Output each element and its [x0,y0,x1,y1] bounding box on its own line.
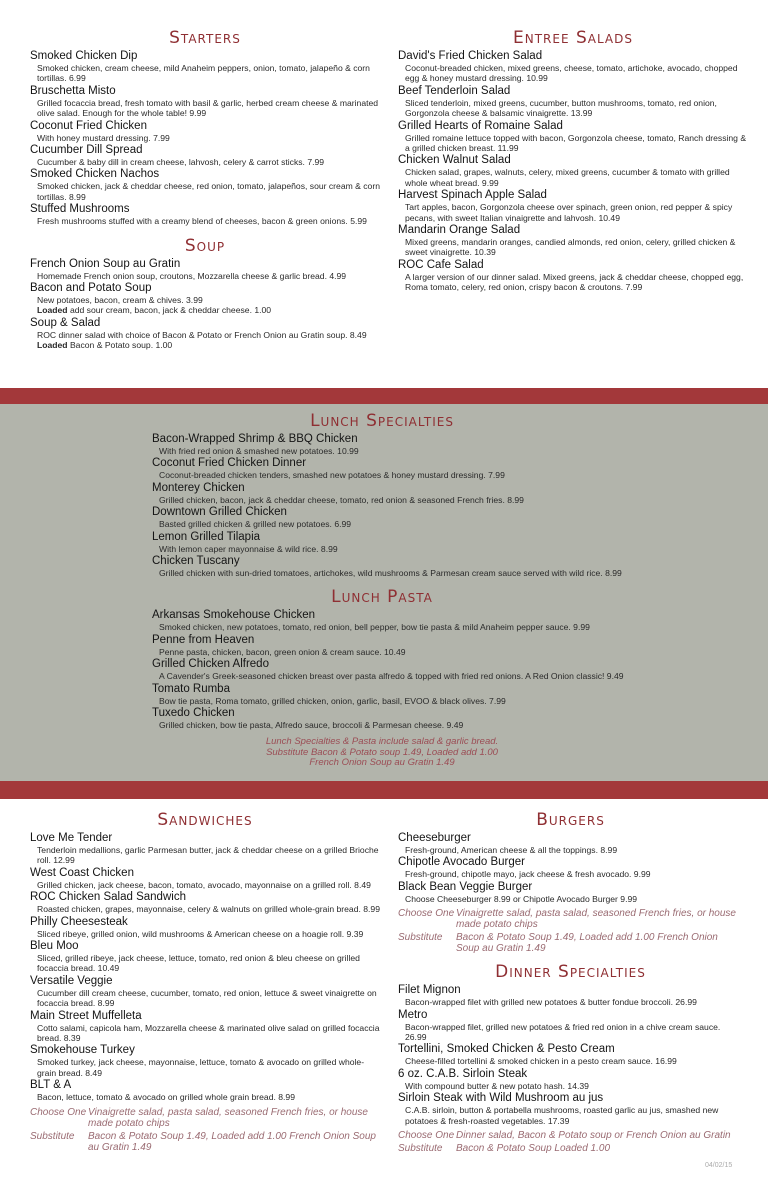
item-description: Grilled chicken, bacon, jack & cheddar cheese, tomato, red onion & seasoned French fries. 8.99 [159,494,524,505]
menu-item [398,856,743,879]
item-description: Sliced tenderloin, mixed greens, cucumber, button mushrooms, tomato, red onion, Gorgonzola cheese & balsamic vinaigrette. 13.99 [405,97,717,119]
item-name: ROC Cafe Salad [398,258,484,271]
item-description: Basted grilled chicken & grilled new potatoes. 6.99 [159,519,352,530]
item-name: Chicken Tuscany [152,555,240,568]
item-description: Grilled focaccia bread, fresh tomato with basil & garlic, herbed cream cheese & marinated olive salad. Enough for the whole table! 9.99 [37,97,379,119]
menu-item [398,154,748,188]
item-name: Soup & Salad [30,316,101,329]
item-description: Coconut-breaded chicken, mixed greens, cheese, tomato, artichoke, avocado, chopped egg & honey mustard dressing. 10.99 [405,63,738,84]
item-description: Bacon-wrapped filet with grilled new potatoes & butter fondue broccoli. 26.99 [405,997,697,1008]
section-soup [30,236,380,352]
lunch-note [152,737,612,769]
section-starters [30,28,380,228]
item-description: Tart apples, bacon, Gorgonzola cheese over spinach, green onion, red pepper & spicy pecans, with sweet Italian vinaigrette and lahvosh. 10.49 [405,202,733,223]
item-description: Homemade French onion soup, croutons, Mozzarella cheese & garlic bread. 4.99 [37,270,347,281]
section-heading: Entree Salads [513,28,633,48]
item-description: New potatoes, bacon, cream & chives. 3.99 [37,295,203,306]
loaded-text: add sour cream, bacon, jack & cheddar cheese. 1.00 [67,305,272,316]
item-name: Chicken Walnut Salad [398,154,511,167]
item-description: Cucumber dill cream cheese, cucumber, tomato, red onion, lettuce & sweet vinaigrette on focaccia bread. 8.99 [37,987,377,1009]
item-description: With lemon caper mayonnaise & wild rice. 8.99 [159,543,338,554]
menu-item [30,1044,380,1078]
menu-item [398,224,748,258]
item-description: Fresh-ground, chipotle mayo, jack cheese & fresh avocado. 9.99 [405,869,651,880]
item-description: Chicken salad, grapes, walnuts, celery, mixed greens, cucumber & tomato with grilled whole wheat bread. 9.99 [405,167,730,188]
menu-item [30,867,380,890]
item-loaded-option [30,305,380,315]
section-heading: Sandwiches [157,810,253,830]
section-heading: Soup [184,235,226,256]
menu-item [152,634,732,657]
top-red-band [0,388,768,404]
side-option-note [398,932,743,954]
item-name: French Onion Soup au Gratin [30,257,181,270]
item-name: Penne from Heaven [152,633,255,646]
section-heading: Lunch Pasta [331,587,433,608]
item-name: Coconut Fried Chicken [30,119,147,132]
menu-item [398,832,743,855]
item-name: Tuxedo Chicken [152,707,235,720]
item-name: Smokehouse Turkey [30,1044,135,1057]
item-description: Sliced ribeye, grilled onion, wild mushrooms & American cheese on a hoagie roll. 9.39 [37,928,364,939]
item-description: Grilled chicken, jack cheese, bacon, tomato, avocado, mayonnaise on a grilled roll. 8.49 [37,879,371,890]
item-name: Tomato Rumba [152,682,230,695]
item-description: Fresh-ground, American cheese & all the toppings. 8.99 [405,845,618,855]
menu-item [398,1092,743,1126]
item-name: 6 oz. C.A.B. Sirloin Steak [398,1067,528,1080]
item-name: Stuffed Mushrooms [30,203,130,216]
note-text: Bacon & Potato Soup 1.49, Loaded add 1.00 French Onion Soup au Gratin 1.49 [456,932,718,955]
menu-item [152,531,732,554]
item-name: Smoked Chicken Nachos [30,168,160,181]
note-label: Choose One [398,1130,455,1142]
item-description: Coconut-breaded chicken tenders, smashed new potatoes & honey mustard dressing. 7.99 [159,470,505,481]
item-name: Coconut Fried Chicken Dinner [152,457,307,470]
menu-item [30,1010,380,1044]
item-name: Beef Tenderloin Salad [398,84,511,97]
item-name: Grilled Hearts of Romaine Salad [398,119,563,132]
menu-item [30,916,380,939]
menu-item [398,1009,743,1043]
item-description: A Cavender's Greek-seasoned chicken breast over pasta alfredo & topped with fried red onions. A Red Onion classic! 9.49 [159,671,624,682]
item-name: Bruschetta Misto [30,84,116,97]
item-description: Cotto salami, capicola ham, Mozzarella cheese & marinated olive salad on grilled focaccia bread. 8.39 [37,1022,380,1044]
note-label: Substitute [398,1143,443,1155]
item-description: Bow tie pasta, Roma tomato, grilled chicken, onion, garlic, basil, EVOO & black olives. 7.99 [159,695,506,706]
item-name: Versatile Veggie [30,974,113,987]
lunch-note-line: Substitute Bacon & Potato soup 1.49, Loaded add 1.00 [266,746,498,758]
side-option-note [30,1131,380,1153]
menu-item [398,259,748,293]
lunch-note-line: French Onion Soup au Gratin 1.49 [309,757,455,769]
side-option-note [398,908,743,930]
item-description: Sliced, grilled ribeye, jack cheese, lettuce, tomato, red onion & bleu cheese on grilled focaccia bread. 10.49 [37,953,360,974]
menu-item [152,707,732,730]
item-name: Cheeseburger [398,832,471,844]
section-sandwiches [30,810,380,1153]
item-name: BLT & A [30,1079,72,1092]
item-description: ROC dinner salad with choice of Bacon & Potato or French Onion au Gratin soup. 8.49 [37,329,367,340]
menu-item [30,975,380,1009]
lunch-note-line: Lunch Specialties & Pasta include salad & garlic bread. [265,736,499,748]
item-description: Smoked chicken, cream cheese, mild Anaheim peppers, onion, tomato, jalapeño & corn tortillas. 6.99 [37,63,370,84]
menu-item [398,984,743,1007]
note-label: Substitute [398,932,443,944]
section-burgers [398,810,743,954]
menu-item [30,891,380,914]
item-name: Downtown Grilled Chicken [152,506,287,519]
menu-item [30,282,380,316]
item-description: Mixed greens, mandarin oranges, candied almonds, red onion, celery, grilled chicken & sweet vinaigrette. 10.39 [405,237,736,258]
item-name: West Coast Chicken [30,866,134,879]
loaded-label: Loaded [37,340,68,351]
item-name: Main Street Muffelleta [30,1009,142,1022]
note-text: Bacon & Potato Soup 1.49, Loaded add 1.00 French Onion Soup au Gratin 1.49 [88,1130,376,1153]
item-name: Lemon Grilled Tilapia [152,530,261,543]
item-description: Fresh mushrooms stuffed with a creamy blend of cheeses, bacon & green onions. 5.99 [37,216,367,227]
item-description: Grilled romaine lettuce topped with bacon, Gorgonzola cheese, tomato, Ranch dressing & a grilled chicken breast. 11.99 [405,132,747,154]
item-description: Bacon, lettuce, tomato & avocado on grilled whole grain bread. 8.99 [37,1092,295,1103]
lunch-column [152,411,732,769]
item-name: Sirloin Steak with Wild Mushroom au jus [398,1092,604,1105]
menu-item [30,168,380,202]
menu-item [398,189,748,223]
item-description: With compound butter & new potato hash. 14.39 [405,1080,589,1091]
menu-item [398,1043,743,1066]
item-description: Cucumber & baby dill in cream cheese, lahvosh, celery & carrot sticks. 7.99 [37,157,325,168]
item-description: Roasted chicken, grapes, mayonnaise, celery & walnuts on grilled whole-grain bread. 8.99 [37,904,380,915]
item-description: Smoked chicken, jack & cheddar cheese, red onion, tomato, jalapeños, sour cream & corn tortillas. 8.99 [37,181,380,202]
section-lunch-pasta [152,587,732,731]
item-description: Tenderloin medallions, garlic Parmesan butter, jack & cheddar cheese on a grilled Brioche roll. 12.99 [37,845,379,866]
note-text: Vinaigrette salad, pasta salad, seasoned French fries, or house made potato chips [88,1106,368,1129]
item-name: David's Fried Chicken Salad [398,50,543,62]
item-description: With fried red onion & smashed new potatoes. 10.99 [159,446,359,456]
item-name: Arkansas Smokehouse Chicken [152,609,315,622]
menu-item [152,457,732,480]
section-heading: Burgers [536,810,605,830]
menu-item [398,85,748,119]
menu-item [152,433,732,456]
menu-date: 04/02/15 [705,1162,733,1169]
item-name: Metro [398,1008,428,1021]
menu-item [152,658,732,681]
item-loaded-option [30,340,380,350]
menu-item [30,120,380,143]
menu-item [152,609,732,632]
note-text: Vinaigrette salad, pasta salad, seasoned French fries, or house made potato chips [456,908,736,931]
note-label: Choose One [30,1106,87,1118]
item-name: Philly Cheesesteak [30,915,128,928]
menu-item [30,940,380,974]
item-name: Harvest Spinach Apple Salad [398,189,547,202]
item-description: Grilled chicken, bow tie pasta, Alfredo sauce, broccoli & Parmesan cheese. 9.49 [159,720,464,731]
item-name: Smoked Chicken Dip [30,50,138,62]
note-label: Substitute [30,1130,75,1142]
loaded-label: Loaded [37,305,68,316]
item-name: Cucumber Dill Spread [30,144,143,157]
section-lunch-specialties [152,411,732,579]
menu-item [152,506,732,529]
item-description: Cheese-filled tortellini & smoked chicken in a pesto cream sauce. 16.99 [405,1056,677,1067]
item-name: Love Me Tender [30,832,113,844]
bottom-right-column [398,810,743,1154]
item-description: Penne pasta, chicken, bacon, green onion & cream sauce. 10.49 [159,646,406,657]
top-left-column [30,28,380,352]
item-name: ROC Chicken Salad Sandwich [30,891,186,904]
item-name: Bacon and Potato Soup [30,282,152,295]
section-heading: Lunch Specialties [310,411,454,431]
note-label: Choose One [398,908,455,920]
menu-item [30,203,380,226]
item-name: Tortellini, Smoked Chicken & Pesto Cream [398,1043,615,1056]
menu-item [398,1068,743,1091]
item-description: Choose Cheeseburger 8.99 or Chipotle Avocado Burger 9.99 [405,893,638,904]
bottom-left-column [30,810,380,1153]
menu-item [398,881,743,904]
bottom-red-band [0,781,768,799]
item-name: Black Bean Veggie Burger [398,880,533,893]
section-heading: Starters [169,28,241,48]
note-text: Dinner salad, Bacon & Potato soup or French Onion au Gratin [456,1130,731,1142]
menu-item [30,832,380,866]
item-description: Smoked chicken, new potatoes, tomato, red onion, bell pepper, bow tie pasta & mild Anaheim pepper sauce. 9.99 [159,622,590,633]
loaded-text: Bacon & Potato soup. 1.00 [67,340,173,351]
side-option-note [398,1130,743,1141]
item-name: Mandarin Orange Salad [398,224,521,237]
side-option-note [30,1107,380,1129]
item-name: Filet Mignon [398,984,461,997]
menu-item [30,50,380,84]
item-description: Smoked turkey, jack cheese, mayonnaise, lettuce, tomato & avocado on grilled whole-grain bread. 8.49 [37,1057,365,1078]
section-heading: Dinner Specialties [495,962,646,983]
note-text: Bacon & Potato Soup Loaded 1.00 [456,1143,611,1155]
item-description: A larger version of our dinner salad. Mixed greens, jack & cheddar cheese, chopped egg, Roma tomato, celery, red onion, crispy bacon & croutons. 7.99 [405,271,744,293]
menu-item [30,258,380,281]
top-right-column [398,28,748,294]
menu-item [152,482,732,505]
menu-item [152,555,732,578]
menu-item [398,50,748,84]
menu-item [30,1079,380,1102]
item-description: C.A.B. sirloin, button & portabella mushrooms, roasted garlic au jus, smashed new potatoes & fresh-roasted vegetables. 17.39 [405,1105,719,1126]
item-description: With honey mustard dressing. 7.99 [37,132,170,143]
item-name: Chipotle Avocado Burger [398,856,526,869]
section-entree-salads [398,28,748,294]
item-description: Grilled chicken with sun-dried tomatoes, artichokes, wild mushrooms & Parmesan cream sauce served with wild rice. 8.99 [159,568,622,579]
menu-item [30,85,380,119]
item-name: Grilled Chicken Alfredo [152,658,269,671]
item-description: Bacon-wrapped filet, grilled new potatoes & fried red onion in a chive cream sauce. 26.99 [405,1021,721,1043]
menu-item [30,144,380,167]
item-name: Bleu Moo [30,940,79,953]
section-dinner-specialties [398,962,743,1154]
side-option-note [398,1143,743,1154]
item-name: Monterey Chicken [152,481,245,494]
menu-item [152,683,732,706]
menu-item [30,317,380,351]
menu-item [398,120,748,154]
item-name: Bacon-Wrapped Shrimp & BBQ Chicken [152,433,358,445]
